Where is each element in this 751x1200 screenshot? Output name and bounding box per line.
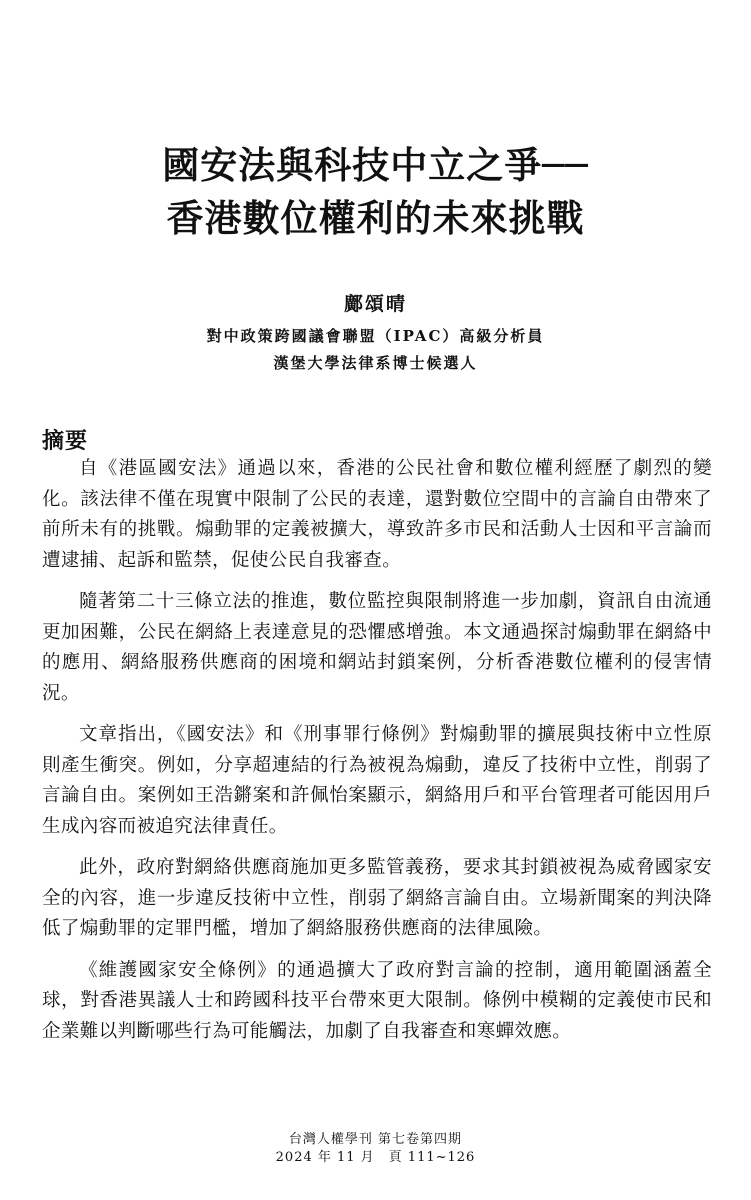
abstract-paragraph-2: 隨著第二十三條立法的推進，數位監控與限制將進一步加劇，資訊自由流通更加困難，公民在網絡上表達意見的恐懼感增強。本文通過探討煽動罪在網絡中的應用、網絡服務供應商的困境和網站封鎖案例，分析香港數位權利的侵害情況。 — [42, 591, 712, 704]
abstract-paragraph-5: 《維護國家安全條例》的通過擴大了政府對言論的控制，適用範圍涵蓋全球，對香港異議人士和跨國科技平台帶來更大限制。條例中模糊的定義使市民和企業難以判斷哪些行為可能觸法，加劇了自我審查和寒蟬效應。 — [42, 959, 712, 1042]
abstract-paragraph-1: 自《港區國安法》通過以來，香港的公民社會和數位權利經歷了劇烈的變化。該法律不僅在現實中限制了公民的表達，還對數位空間中的言論自由帶來了前所未有的挑戰。煽動罪的定義被擴大，導致許多市民和活動人士因和平言論而遭逮捕、起訴和監禁，促使公民自我審查。 — [42, 458, 712, 571]
journal-footer: 台灣人權學刊 第七卷第四期 — [288, 1132, 463, 1147]
abstract-paragraph-4: 此外，政府對網絡供應商施加更多監管義務，要求其封鎖被視為威脅國家安全的內容，進一步違反技術中立性，削弱了網絡言論自由。立場新聞案的判決降低了煽動罪的定罪門檻，增加了網絡服務供應商的法律風險。 — [42, 857, 712, 939]
article-title-line-1: 國安法與科技中立之爭── — [162, 143, 589, 187]
abstract-paragraph-3: 文章指出，《國安法》和《刑事罪行條例》對煽動罪的擴展與技術中立性原則產生衝突。例如，分享超連結的行為被視為煽動，違反了技術中立性，削弱了言論自由。案例如王浩鏘案和許佩怡案顯示，網絡用戶和平台管理者可能因用戶生成內容而被追究法律責任。 — [42, 724, 712, 837]
abstract-body — [42, 454, 712, 1058]
article-title-line-2: 香港數位權利的未來挑戰 — [166, 196, 585, 240]
author-affiliation-2: 漢堡大學法律系博士候選人 — [273, 354, 478, 372]
author-affiliation-1: 對中政策跨國議會聯盟（IPAC）高級分析員 — [206, 327, 545, 345]
issue-footer: 2024 年 11 月 頁 111~126 — [275, 1150, 476, 1165]
abstract-heading: 摘要 — [42, 429, 89, 454]
author-name: 鄺頌晴 — [343, 293, 407, 315]
